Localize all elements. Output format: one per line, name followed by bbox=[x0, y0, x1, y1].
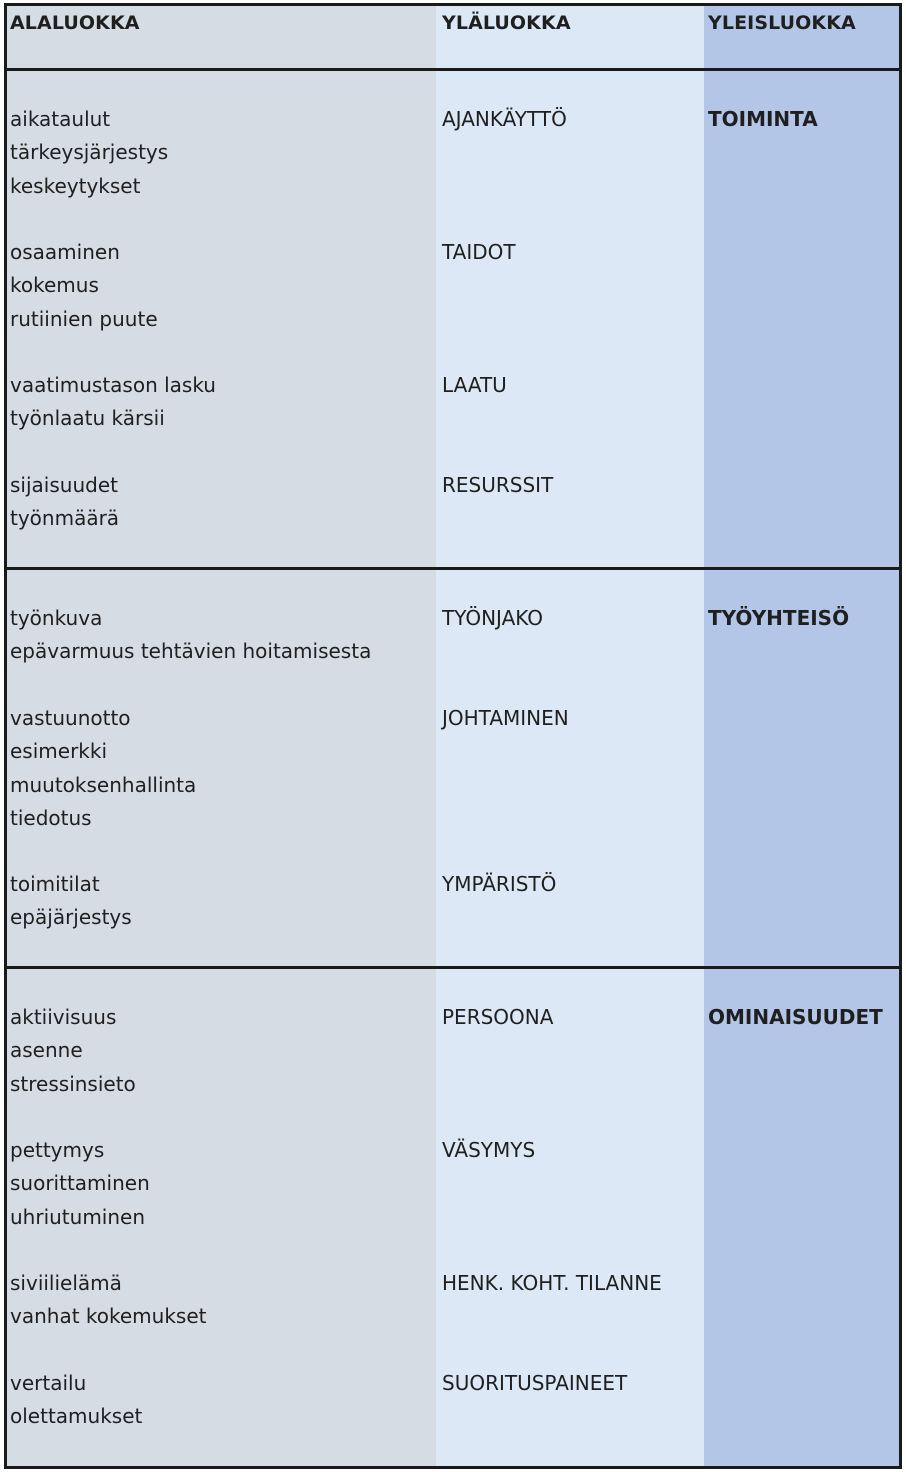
ylaluokka-label: SUORITUSPAINEET bbox=[442, 1371, 628, 1395]
alaluokka-item: uhriutuminen bbox=[10, 1204, 146, 1229]
alaluokka-item: vertailu bbox=[10, 1371, 87, 1395]
yleisluokka-label: TOIMINTA bbox=[708, 107, 818, 131]
alaluokka-list bbox=[10, 1267, 206, 1334]
alaluokka-list bbox=[10, 469, 119, 536]
ylaluokka-label: VÄSYMYS bbox=[442, 1138, 536, 1162]
table-header bbox=[7, 6, 899, 68]
alaluokka-item: suorittaminen bbox=[10, 1171, 150, 1196]
alaluokka-list bbox=[10, 702, 196, 836]
group-divider-2 bbox=[7, 966, 899, 969]
alaluokka-list bbox=[10, 602, 371, 669]
alaluokka-item: muutoksenhallinta bbox=[10, 772, 197, 797]
ylaluokka-label: TYÖNJAKO bbox=[442, 606, 544, 630]
alaluokka-item: olettamukset bbox=[10, 1404, 143, 1429]
alaluokka-item: epävarmuus tehtävien hoitamisesta bbox=[10, 639, 372, 664]
alaluokka-item: vanhat kokemukset bbox=[10, 1304, 207, 1329]
alaluokka-item: tärkeysjärjestys bbox=[10, 140, 169, 165]
alaluokka-list bbox=[10, 1367, 142, 1434]
alaluokka-list bbox=[10, 1001, 136, 1101]
alaluokka-item: pettymys bbox=[10, 1138, 105, 1162]
alaluokka-item: siviilielämä bbox=[10, 1271, 122, 1295]
ylaluokka-label: TAIDOT bbox=[442, 240, 516, 264]
alaluokka-item: epäjärjestys bbox=[10, 905, 132, 930]
yleisluokka-label: OMINAISUUDET bbox=[708, 1005, 883, 1029]
alaluokka-item: aktiivisuus bbox=[10, 1005, 117, 1029]
alaluokka-item: vaatimustason lasku bbox=[10, 373, 216, 397]
alaluokka-list bbox=[10, 1134, 150, 1234]
header-divider bbox=[7, 68, 899, 71]
yleisluokka-label: TYÖYHTEISÖ bbox=[708, 606, 850, 630]
header-yleisluokka: YLEISLUOKKA bbox=[708, 12, 856, 34]
ylaluokka-label: HENK. KOHT. TILANNE bbox=[442, 1271, 662, 1295]
ylaluokka-column-background bbox=[436, 6, 704, 1466]
ylaluokka-label: YMPÄRISTÖ bbox=[442, 872, 557, 896]
header-alaluokka: ALALUOKKA bbox=[10, 12, 140, 34]
alaluokka-item: vastuunotto bbox=[10, 706, 131, 730]
alaluokka-item: osaaminen bbox=[10, 240, 120, 264]
alaluokka-list bbox=[10, 236, 158, 336]
alaluokka-item: tiedotus bbox=[10, 806, 92, 831]
ylaluokka-label: AJANKÄYTTÖ bbox=[442, 107, 567, 131]
alaluokka-item: keskeytykset bbox=[10, 173, 141, 198]
alaluokka-item: stressinsieto bbox=[10, 1071, 136, 1096]
alaluokka-item: asenne bbox=[10, 1038, 83, 1063]
ylaluokka-label: PERSOONA bbox=[442, 1005, 554, 1029]
alaluokka-list bbox=[10, 369, 216, 436]
ylaluokka-label: RESURSSIT bbox=[442, 473, 554, 497]
alaluokka-list bbox=[10, 868, 132, 935]
classification-table bbox=[4, 3, 902, 1469]
ylaluokka-label: JOHTAMINEN bbox=[442, 706, 569, 730]
alaluokka-item: esimerkki bbox=[10, 739, 108, 764]
header-ylaluokka: YLÄLUOKKA bbox=[442, 12, 571, 34]
alaluokka-item: sijaisuudet bbox=[10, 473, 118, 497]
group-divider-1 bbox=[7, 567, 899, 570]
alaluokka-item: kokemus bbox=[10, 273, 99, 298]
alaluokka-item: työnlaatu kärsii bbox=[10, 406, 165, 431]
alaluokka-list bbox=[10, 103, 168, 203]
yleisluokka-column-background bbox=[704, 6, 899, 1466]
ylaluokka-label: LAATU bbox=[442, 373, 507, 397]
alaluokka-item: työnkuva bbox=[10, 606, 103, 630]
alaluokka-item: rutiinien puute bbox=[10, 306, 158, 331]
alaluokka-item: aikataulut bbox=[10, 107, 111, 131]
alaluokka-item: työnmäärä bbox=[10, 506, 120, 531]
alaluokka-item: toimitilat bbox=[10, 872, 100, 896]
